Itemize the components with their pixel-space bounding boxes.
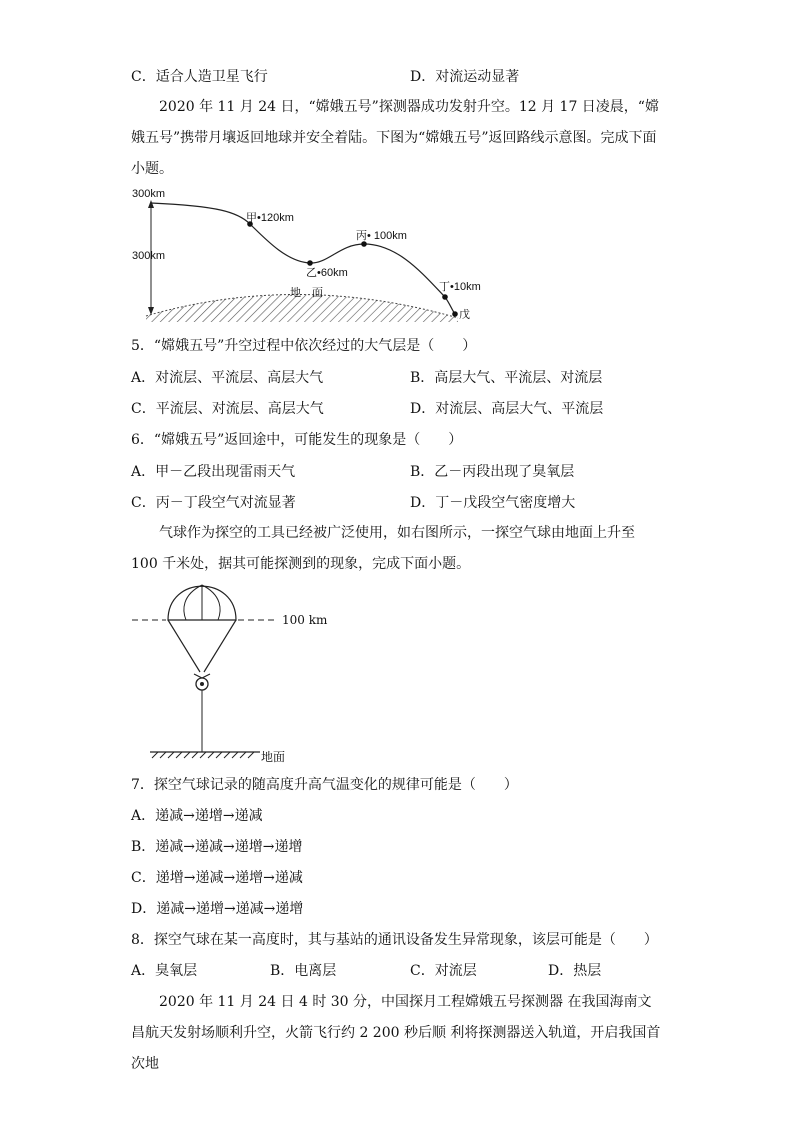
q5-option-b: B．高层大气、平流层、对流层 (410, 370, 603, 386)
q6-option-a: A．甲－乙段出现雷雨天气 (131, 464, 296, 480)
q5-option-a: A．对流层、平流层、高层大气 (131, 370, 324, 386)
return-path-diagram (128, 184, 498, 324)
option-d-prev: D．对流运动显著 (410, 69, 520, 85)
q6-stem: 6．“嫦娥五号”返回途中，可能发生的现象是（ ） (131, 432, 463, 448)
label-wu: 戊 (459, 309, 470, 321)
q7-stem: 7．探空气球记录的随高度升高气温变化的规律可能是（ ） (131, 777, 518, 793)
label-yi: 乙•60km (306, 267, 348, 279)
q6-option-b: B．乙－丙段出现了臭氧层 (410, 464, 575, 480)
q7-option-c: C．递增→递减→递增→递减 (131, 870, 303, 886)
q8-option-b: B．电离层 (270, 963, 337, 979)
altitude-label-100km: 100 km (282, 613, 328, 627)
intro-paragraph-3: 2020 年 11 月 24 日 4 时 30 分，中国探月工程嫦娥五号探测器 在我国海南文昌航天发射场顺利升空，火箭飞行约 2 200 秒后顺 利将探测器送入轨道，开启我国首次地 (131, 994, 661, 1072)
ground-label: 地 面 (290, 287, 323, 299)
label-jia: 甲•120km (246, 212, 294, 224)
q7-option-b: B．递减→递减→递增→递增 (131, 839, 303, 855)
q6-option-c: C．丙－丁段空气对流显著 (131, 495, 296, 511)
q8-option-d: D．热层 (548, 963, 602, 979)
q8-option-c: C．对流层 (410, 963, 477, 979)
q5-option-d: D．对流层、高层大气、平流层 (410, 401, 604, 417)
intro-paragraph-1: 2020 年 11 月 24 日，“嫦娥五号”探测器成功发射升空。12 月 17 日凌晨，“嫦娥五号”携带月壤返回地球并安全着陆。下图为“嫦娥五号”返回路线示意图。完成下面小题。 (131, 99, 659, 177)
point-wu (452, 311, 458, 317)
q8-stem: 8．探空气球在某一高度时，其与基站的通讯设备发生异常现象，该层可能是（ ） (131, 932, 658, 948)
side-altitude-label: 300km (132, 250, 166, 262)
point-yi (307, 260, 313, 266)
intro-paragraph-2: 气球作为探空的工具已经被广泛使用，如右图所示，一探空气球由地面上升至 100 千米处，据其可能探测到的现象，完成下面小题。 (131, 525, 635, 572)
balloon-diagram (130, 580, 350, 765)
q5-option-c: C．平流层、对流层、高层大气 (131, 401, 324, 417)
point-ding (442, 294, 448, 300)
q7-option-d: D．递减→递增→递减→递增 (131, 901, 304, 917)
q8-option-a: A．臭氧层 (131, 963, 198, 979)
label-ding: 丁•10km (439, 281, 481, 293)
q5-stem: 5．“嫦娥五号”升空过程中依次经过的大气层是（ ） (131, 338, 477, 354)
top-altitude-label: 300km (132, 188, 166, 200)
option-c-prev: C．适合人造卫星飞行 (131, 69, 268, 85)
label-bing: 丙• 100km (356, 230, 407, 242)
point-bing (361, 241, 367, 247)
q6-option-d: D．丁－戊段空气密度增大 (410, 495, 576, 511)
q7-option-a: A．递减→递增→递减 (131, 808, 263, 824)
ground-label-2: 地面 (261, 750, 286, 764)
